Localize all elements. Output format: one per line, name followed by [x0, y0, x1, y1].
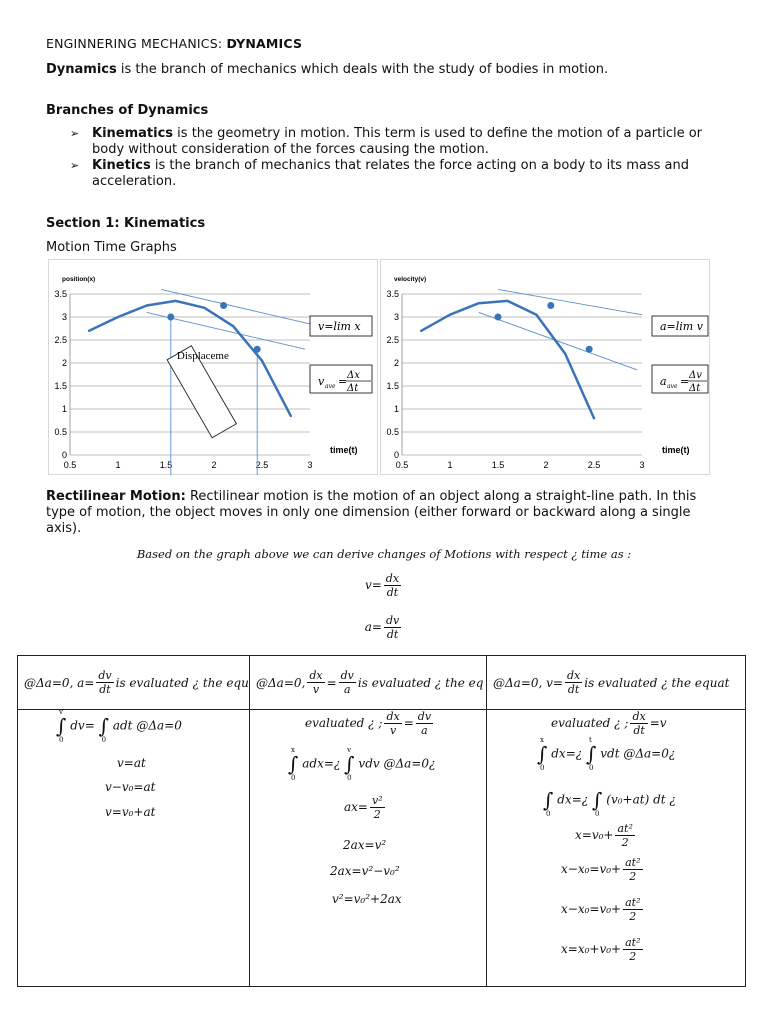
- eq-line: [344, 794, 387, 821]
- y-tick-label: 3: [61, 312, 67, 322]
- formula-text: a=lim v: [660, 320, 703, 333]
- x-tick-label: 1: [447, 460, 453, 470]
- list-item-text: is the branch of mechanics that relates the force acting on a body to its mass and acceleration.: [92, 158, 689, 189]
- frac-num: dv: [340, 669, 354, 682]
- x-tick-label: 2: [211, 460, 217, 470]
- eq-part: dx=¿: [557, 792, 589, 807]
- x-tick-label: 2.5: [255, 460, 269, 470]
- frac-den: a: [343, 683, 351, 696]
- acceleration-equation: [0, 614, 768, 641]
- eq-lhs: v=: [364, 578, 382, 592]
- x-tick-label: 0.5: [63, 460, 77, 470]
- frac-num: dv: [417, 710, 432, 723]
- rectilinear-term: Rectilinear Motion:: [46, 489, 186, 504]
- frac-den: a: [421, 724, 428, 737]
- frac-den: dt: [386, 628, 399, 641]
- y-tick-label: 1: [393, 404, 399, 414]
- upper-limit: x: [540, 736, 544, 744]
- lower-limit: 0: [589, 764, 594, 772]
- fraction: [630, 710, 647, 737]
- col3-body: [487, 710, 745, 986]
- formula-numerator: Δx: [347, 370, 360, 381]
- hdr-post: is evaluated ¿ the equat: [584, 675, 730, 690]
- eq-part: vdt @Δa=0¿: [600, 746, 676, 761]
- y-tick-label: 2.5: [54, 335, 67, 345]
- intro-term: Dynamics: [46, 62, 117, 77]
- hdr-pre: @Δa=0, a=: [24, 675, 95, 690]
- eq-lhs: a=: [364, 620, 382, 634]
- integral-icon: ∫ 0: [543, 788, 554, 818]
- derive-line: Based on the graph above we can derive changes of Motions with respect ¿ time as :: [136, 547, 632, 561]
- header-eq: [487, 656, 745, 709]
- integral-icon: ∫ 0: [98, 714, 110, 744]
- rectilinear-text: Rectilinear motion is the motion of an object along a straight-line path. In this type of motion, the object moves in only one dimension (either forward or backward along a single axis).: [46, 489, 697, 536]
- frac-den: 2: [629, 870, 637, 883]
- eq-part: =v: [649, 716, 667, 730]
- y-tick-label: 0.5: [386, 427, 399, 437]
- eq-line: 2ax=v²: [343, 838, 387, 852]
- lower-limit: 0: [291, 774, 296, 782]
- y-tick-label: 1.5: [54, 381, 67, 391]
- intro-paragraph: [46, 62, 608, 78]
- equations-table: [17, 655, 746, 987]
- fraction: [384, 710, 401, 737]
- title-prefix: ENGINNERING MECHANICS:: [46, 36, 227, 51]
- formula-text: v: [318, 375, 325, 388]
- displacement-label: Displaceme: [176, 349, 229, 362]
- frac-num: at²: [625, 936, 641, 949]
- y-tick-label: 2: [393, 358, 399, 368]
- eq-part: x=x₀+v₀+: [561, 942, 622, 956]
- fraction: [623, 896, 642, 923]
- eq-part: evaluated ¿ ;: [305, 716, 383, 730]
- x-tick-label: 2.5: [587, 460, 601, 470]
- table-body-row: [18, 710, 746, 987]
- lower-limit: 0: [347, 774, 352, 782]
- frac-den: dt: [633, 724, 645, 737]
- eq-line: [561, 856, 645, 883]
- integral-icon: ∫ 0: [592, 788, 603, 818]
- fraction: [384, 572, 401, 599]
- charts-area: [48, 259, 710, 475]
- eq-part: adt @Δa=0: [112, 718, 182, 733]
- data-point: [495, 314, 502, 321]
- frac-den: v: [312, 683, 320, 696]
- frac-num: dx: [566, 669, 581, 682]
- eq-line: v=v₀+at: [105, 805, 156, 819]
- eq-part: dx=¿: [551, 746, 583, 761]
- intro-text: is the branch of mechanics which deals with the study of bodies in motion.: [116, 62, 609, 77]
- fraction: [565, 669, 582, 696]
- formula-text: v=lim x: [318, 320, 361, 333]
- data-point: [586, 346, 593, 353]
- section1-heading: Section 1: Kinematics: [46, 216, 206, 231]
- x-tick-label: 3: [639, 460, 645, 470]
- eq-line: v²=v₀²+2ax: [332, 892, 402, 906]
- frac-num: at²: [625, 856, 641, 869]
- arrow-bullet-icon: ➢: [70, 127, 80, 140]
- formula-denominator: Δt: [347, 383, 359, 394]
- table-cell: [250, 710, 487, 987]
- formula-text: =: [680, 375, 690, 388]
- lower-limit: 0: [546, 810, 551, 818]
- graphs-title: Motion Time Graphs: [46, 240, 177, 255]
- col2-body: [250, 710, 486, 986]
- integral-icon: ∫ v 0: [344, 746, 355, 782]
- fraction: [96, 669, 113, 696]
- y-tick-label: 3.5: [386, 289, 399, 299]
- x-tick-label: 1.5: [491, 460, 505, 470]
- header-eq: [18, 656, 249, 709]
- header-eq: [250, 656, 486, 709]
- fraction: [416, 710, 433, 737]
- lower-limit: 0: [540, 764, 545, 772]
- frac-num: dx: [309, 669, 323, 682]
- frac-num: dv: [385, 614, 400, 627]
- frac-num: dx: [632, 710, 646, 723]
- y-tick-label: 1.5: [386, 381, 399, 391]
- eq-line: v−v₀=at: [105, 780, 156, 794]
- eq-line: v=at: [117, 756, 146, 770]
- fraction: [307, 669, 324, 696]
- data-point: [254, 346, 261, 353]
- eq-part: adx=¿: [302, 756, 341, 771]
- y-tick-label: 0.5: [54, 427, 67, 437]
- table-header-cell: [487, 656, 746, 710]
- upper-limit: v: [59, 709, 63, 716]
- data-point: [220, 302, 227, 309]
- integral-eq: [537, 736, 676, 772]
- eq-part: vdv @Δa=0¿: [358, 756, 436, 771]
- frac-num: dv: [98, 669, 112, 682]
- list-item-term: Kinetics: [92, 158, 151, 173]
- upper-limit: x: [291, 746, 295, 754]
- x-tick-label: 1.5: [159, 460, 173, 470]
- y-tick-label: 3.5: [54, 289, 67, 299]
- frac-den: 2: [629, 910, 637, 923]
- eq-part: (v₀+at) dt ¿: [606, 792, 676, 807]
- x-tick-label: 3: [307, 460, 313, 470]
- formula-subscript: ave: [325, 383, 336, 390]
- y-tick-label: 1: [61, 404, 67, 414]
- lower-limit: 0: [59, 736, 64, 744]
- data-point: [167, 314, 174, 321]
- integral-icon: ∫ x 0: [288, 746, 299, 782]
- branches-heading: Branches of Dynamics: [46, 103, 209, 118]
- formula-numerator: Δv: [689, 370, 702, 381]
- y-tick-label: 2: [61, 358, 67, 368]
- frac-den: dt: [99, 683, 111, 696]
- integral-eq: [56, 709, 182, 744]
- upper-limit: v: [347, 746, 352, 754]
- rectilinear-paragraph: [46, 489, 726, 537]
- frac-den: 2: [373, 808, 381, 821]
- eq-part: x−x₀=v₀+: [561, 862, 622, 876]
- y-tick-label: 0: [61, 450, 67, 460]
- lower-limit: 0: [101, 736, 107, 744]
- y-tick-label: 0: [393, 450, 399, 460]
- fraction: [623, 936, 642, 963]
- eq-part: evaluated ¿ ;: [551, 716, 629, 730]
- integral-eq: [543, 788, 676, 818]
- x-tick-label: 1: [115, 460, 121, 470]
- eq-line: [551, 710, 667, 737]
- fraction: [370, 794, 385, 821]
- fraction: [615, 822, 634, 849]
- eq-part: ax=: [344, 800, 368, 814]
- eq-part: x−x₀=v₀+: [561, 902, 622, 916]
- lower-limit: 0: [595, 810, 600, 818]
- frac-num: at²: [625, 896, 641, 909]
- integral-icon: ∫ v 0: [56, 709, 67, 744]
- title-emphasis: DYNAMICS: [226, 36, 303, 51]
- position-time-chart: [48, 259, 378, 475]
- table-header-cell: [250, 656, 487, 710]
- frac-den: 2: [629, 950, 637, 963]
- x-axis-label: time(t): [330, 445, 358, 455]
- table-header-cell: [18, 656, 250, 710]
- list-item: [70, 126, 730, 158]
- hdr-pre: @Δa=0, v=: [493, 675, 563, 690]
- upper-limit: t: [589, 736, 592, 744]
- velocity-time-chart: [380, 259, 710, 475]
- list-item: [70, 158, 730, 190]
- formula-text: a: [660, 375, 667, 388]
- eq-line: 2ax=v²−v₀²: [330, 864, 400, 878]
- eq-part: x=v₀+: [575, 828, 614, 842]
- eq-line: [575, 822, 637, 849]
- eq-line: evaluated ¿ ; $\frac{dx}{v}$ = $\frac{dv}{a}$: [305, 710, 432, 737]
- eq-line: [561, 896, 645, 923]
- list-item-term: Kinematics: [92, 126, 174, 141]
- fraction: [623, 856, 642, 883]
- integral-icon: ∫ t 0: [586, 736, 597, 772]
- table-cell: [487, 710, 746, 987]
- frac-num: at²: [617, 822, 633, 835]
- table-header-row: [18, 656, 746, 710]
- data-point: [547, 302, 554, 309]
- col1-body: [18, 710, 249, 986]
- frac-den: 2: [621, 836, 629, 849]
- integral-icon: ∫ x 0: [537, 736, 548, 772]
- arrow-bullet-icon: ➢: [70, 159, 80, 172]
- eq-line: [561, 936, 645, 963]
- formula-text: =: [338, 375, 348, 388]
- fraction: [384, 614, 401, 641]
- y-tick-label: 3: [393, 312, 399, 322]
- hdr-mid: =: [326, 675, 337, 690]
- formula-subscript: ave: [667, 383, 678, 390]
- frac-den: dt: [567, 683, 580, 696]
- integral-eq: [288, 746, 436, 782]
- hdr-pre: @Δa=0,: [256, 675, 306, 690]
- frac-num: v²: [371, 794, 383, 807]
- y-tick-label: 2.5: [386, 335, 399, 345]
- page-title: [46, 36, 302, 51]
- x-tick-label: 2: [543, 460, 549, 470]
- list-item-text: is the geometry in motion. This term is used to define the motion of a particle or body without consideration of the forces causing the motion.: [92, 126, 703, 157]
- y-axis-label: position(x): [62, 276, 96, 283]
- hdr-post: is evaluated ¿ the eq: [357, 675, 484, 690]
- frac-den: v: [389, 724, 397, 737]
- branches-list: [70, 126, 730, 190]
- y-axis-label: velocity(v): [394, 276, 427, 283]
- x-axis-label: time(t): [662, 445, 690, 455]
- x-tick-label: 0.5: [395, 460, 409, 470]
- frac-den: dt: [386, 586, 399, 599]
- fraction: [339, 669, 356, 696]
- formula-denominator: Δt: [689, 383, 701, 394]
- hdr-post: is evaluated ¿ the equ: [115, 675, 249, 690]
- eq-part: dv=: [70, 718, 95, 733]
- table-cell: [18, 710, 250, 987]
- frac-num: dx: [386, 710, 400, 723]
- frac-num: dx: [385, 572, 400, 585]
- velocity-equation: [0, 572, 768, 599]
